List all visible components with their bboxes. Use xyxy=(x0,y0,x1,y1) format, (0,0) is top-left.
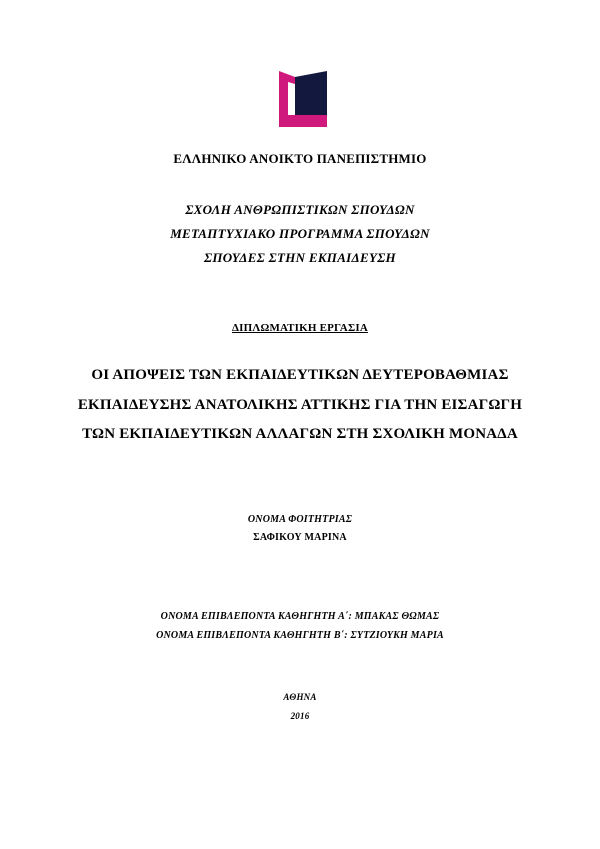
supervisor-b: ΟΝΟΜΑ ΕΠΙΒΛΕΠΟΝΤΑ ΚΑΘΗΓΗΤΗ Β΄: ΣΥΤΖΙΟΥΚΗ ΜΑΡΙΑ xyxy=(156,630,444,641)
document-type: ΔΙΠΛΩΜΑΤΙΚΗ ΕΡΓΑΣΙΑ xyxy=(232,322,368,334)
university-logo xyxy=(279,71,327,127)
thesis-title-line-3: ΤΩΝ ΕΚΠΑΙΔΕΥΤΙΚΩΝ ΑΛΛΑΓΩΝ ΣΤΗ ΣΧΟΛΙΚΗ ΜΟΝΑΔΑ xyxy=(82,426,518,442)
school-name: ΣΧΟΛΗ ΑΝΘΡΩΠΙΣΤΙΚΩΝ ΣΠΟΥΔΩΝ xyxy=(185,202,415,217)
thesis-title-line-1: ΟΙ ΑΠΟΨΕΙΣ ΤΩΝ ΕΚΠΑΙΔΕΥΤΙΚΩΝ ΔΕΥΤΕΡΟΒΑΘΜΙΑΣ xyxy=(91,367,509,383)
program-name: ΜΕΤΑΠΤΥΧΙΑΚΟ ΠΡΟΓΡΑΜΜΑ ΣΠΟΥΔΩΝ xyxy=(170,226,430,241)
city: ΑΘΗΝΑ xyxy=(283,692,317,702)
year: 2016 xyxy=(290,711,310,721)
supervisor-a: ΟΝΟΜΑ ΕΠΙΒΛΕΠΟΝΤΑ ΚΑΘΗΓΗΤΗ Α΄: ΜΠΑΚΑΣ ΘΩΜΑΣ xyxy=(160,611,440,622)
thesis-title-line-2: ΕΚΠΑΙΔΕΥΣΗΣ ΑΝΑΤΟΛΙΚΗΣ ΑΤΤΙΚΗΣ ΓΙΑ ΤΗΝ ΕΙΣΑΓΩΓΗ xyxy=(77,397,523,413)
student-name: ΣΑΦΙΚΟΥ ΜΑΡΙΝΑ xyxy=(253,532,347,543)
field-name: ΣΠΟΥΔΕΣ ΣΤΗΝ ΕΚΠΑΙΔΕΥΣΗ xyxy=(204,250,396,265)
logo-white-page xyxy=(288,82,295,115)
student-label: ΟΝΟΜΑ ΦΟΙΤΗΤΡΙΑΣ xyxy=(247,514,353,525)
university-name: ΕΛΛΗΝΙΚΟ ΑΝΟΙΚΤΟ ΠΑΝΕΠΙΣΤΗΜΙΟ xyxy=(173,151,427,166)
logo-navy-shape xyxy=(295,71,327,115)
